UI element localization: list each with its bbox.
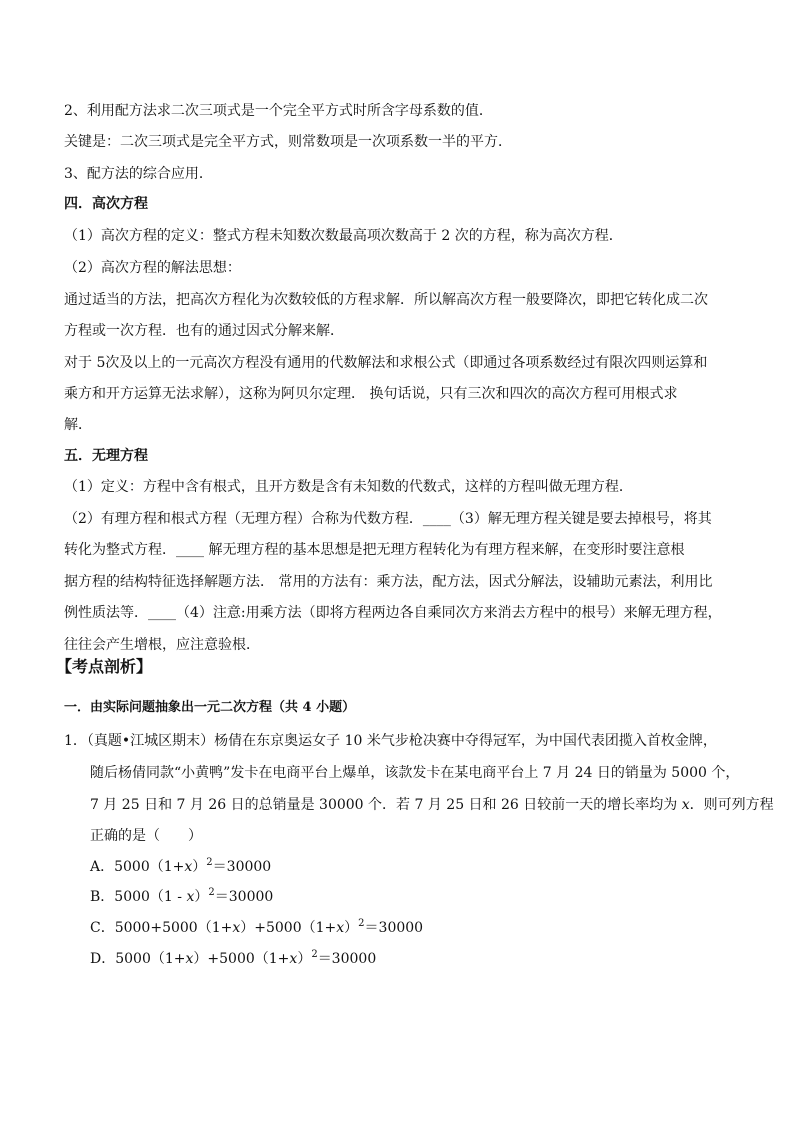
question-text: 正确的是（ ） — [90, 828, 202, 844]
option-c: C．$5000+5000(1+x)+5000(1+x)^2=30000$ — [90, 918, 424, 936]
text-line: （2）有理方程和根式方程（无理方程）合称为代数方程．____（3）解无理方程关键是要去掉根号，将其 — [64, 511, 712, 527]
text-line: 往往会产生增根，应注意验根． — [64, 637, 260, 653]
section-banner: 【考点剖析】 — [56, 657, 153, 676]
option-a: A．$5000(1+x)^2=30000$ — [90, 857, 272, 875]
text-line: 通过适当的方法，把高次方程化为次数较低的方程求解．所以解高次方程一般要降次，即把它转化成二次 — [64, 292, 708, 308]
question-text: 随后杨倩同款“小黄鸭”发卡在电商平台上爆单，该款发卡在某电商平台上 7 月 24 日的销量为 5000 个， — [90, 765, 740, 781]
question-text: 7 月 25 日和 7 月 26 日的总销量是 30000 个．若 7 月 25 日和 26 日较前一天的增长率均为 x．则可列方程 — [90, 797, 774, 813]
question-text: 1．（真题•江城区期末）杨倩在东京奥运女子 10 米气步枪决赛中夺得冠军，为中国代表团揽入首枚金牌， — [64, 733, 717, 749]
text-line: 据方程的结构特征选择解题方法． 常用的方法有：乘方法，配方法，因式分解法，设辅助元素法，利用比 — [64, 574, 713, 590]
text-line: 关键是：二次三项式是完全平方式，则常数项是一次项系数一半的平方． — [64, 134, 512, 150]
subsection-heading: 一．由实际问题抽象出一元二次方程（共 4 小题） — [64, 700, 356, 715]
text-line: 3、配方法的综合应用． — [64, 166, 213, 182]
text-line: 解． — [64, 417, 92, 433]
option-d: D．$5000(1+x)+5000(1+x)^2=30000$ — [90, 949, 377, 967]
section-heading: 五．无理方程 — [64, 448, 148, 464]
text-line: 方程或一次方程．也有的通过因式分解来解． — [64, 323, 344, 339]
text-line: 对于 5次及以上的一元高次方程没有通用的代数解法和求根公式（即通过各项系数经过有限次四则运算和 — [64, 355, 708, 371]
text-line: 2、利用配方法求二次三项式是一个完全平方式时所含字母系数的值． — [64, 103, 493, 119]
text-line: （2）高次方程的解法思想： — [64, 260, 241, 276]
text-line: 例性质法等．____（4）注意:用乘方法（即将方程两边各自乘同次方来消去方程中的根号）来解无理方程， — [64, 605, 722, 621]
text-line: （1）高次方程的定义：整式方程未知数次数最高项次数高于 2 次的方程，称为高次方程． — [64, 228, 623, 244]
text-line: 乘方和开方运算无法求解），这称为阿贝尔定理． 换句话说，只有三次和四次的高次方程可用根式求 — [64, 386, 678, 402]
text-line: （1）定义：方程中含有根式，且开方数是含有未知数的代数式，这样的方程叫做无理方程． — [64, 479, 633, 495]
text-line: 转化为整式方程．____ 解无理方程的基本思想是把无理方程转化为有理方程来解，在变形时要注意根 — [64, 542, 685, 558]
section-heading: 四．高次方程 — [64, 196, 148, 212]
option-b: B．5000（1 - x）$^2$＝30000 — [90, 887, 274, 905]
